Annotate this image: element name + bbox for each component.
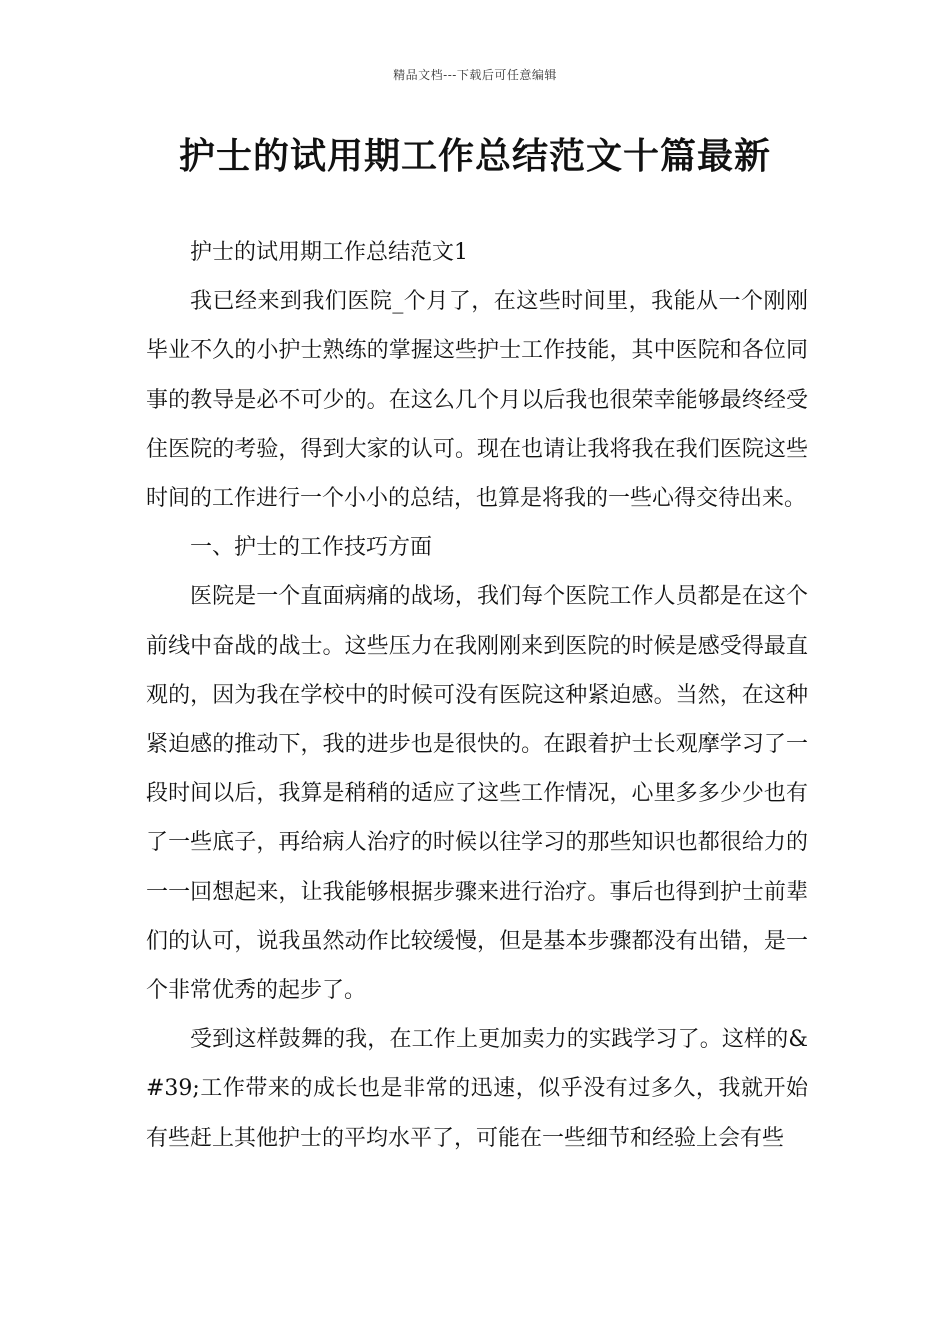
document-title: 护士的试用期工作总结范文十篇最新 xyxy=(178,136,771,177)
paragraph: 我已经来到我们医院_个月了，在这些时间里，我能从一个刚刚毕业不久的小护士熟练的掌握这些护士工作技能，其中医院和各位同事的教导是必不可少的。在这么几个月以后我也很荣幸能够最终经受住医院的考验，得到大家的认可。现在也请让我将我在我们医院这些时间的工作进行一个小小的总结，也算是将我的一些心得交待出来。 xyxy=(146,289,808,512)
document-body xyxy=(146,228,808,1163)
section-heading: 护士的试用期工作总结范文1 xyxy=(190,240,468,265)
paragraph: 医院是一个直面病痛的战场，我们每个医院工作人员都是在这个前线中奋战的战士。这些压力在我刚刚来到医院的时候是感受得最直观的，因为我在学校中的时候可没有医院这种紧迫感。当然，在这种紧迫感的推动下，我的进步也是很快的。在跟着护士长观摩学习了一段时间以后，我算是稍稍的适应了这些工作情况，心里多多少少也有了一些底子，再给病人治疗的时候以往学习的那些知识也都很给力的一一回想起来，让我能够根据步骤来进行治疗。事后也得到护士前辈们的认可，说我虽然动作比较缓慢，但是基本步骤都没有出错，是一个非常优秀的起步了。 xyxy=(146,584,808,1004)
section-heading: 一、护士的工作技巧方面 xyxy=(190,535,433,561)
page-header: 精品文档---下载后可任意编辑 xyxy=(393,68,557,82)
paragraph: 受到这样鼓舞的我，在工作上更加卖力的实践学习了。这样的&#39;工作带来的成长也是非常的迅速，似乎没有过多久，我就开始有些赶上其他护士的平均水平了，可能在一些细节和经验上会有些 xyxy=(146,1027,808,1151)
